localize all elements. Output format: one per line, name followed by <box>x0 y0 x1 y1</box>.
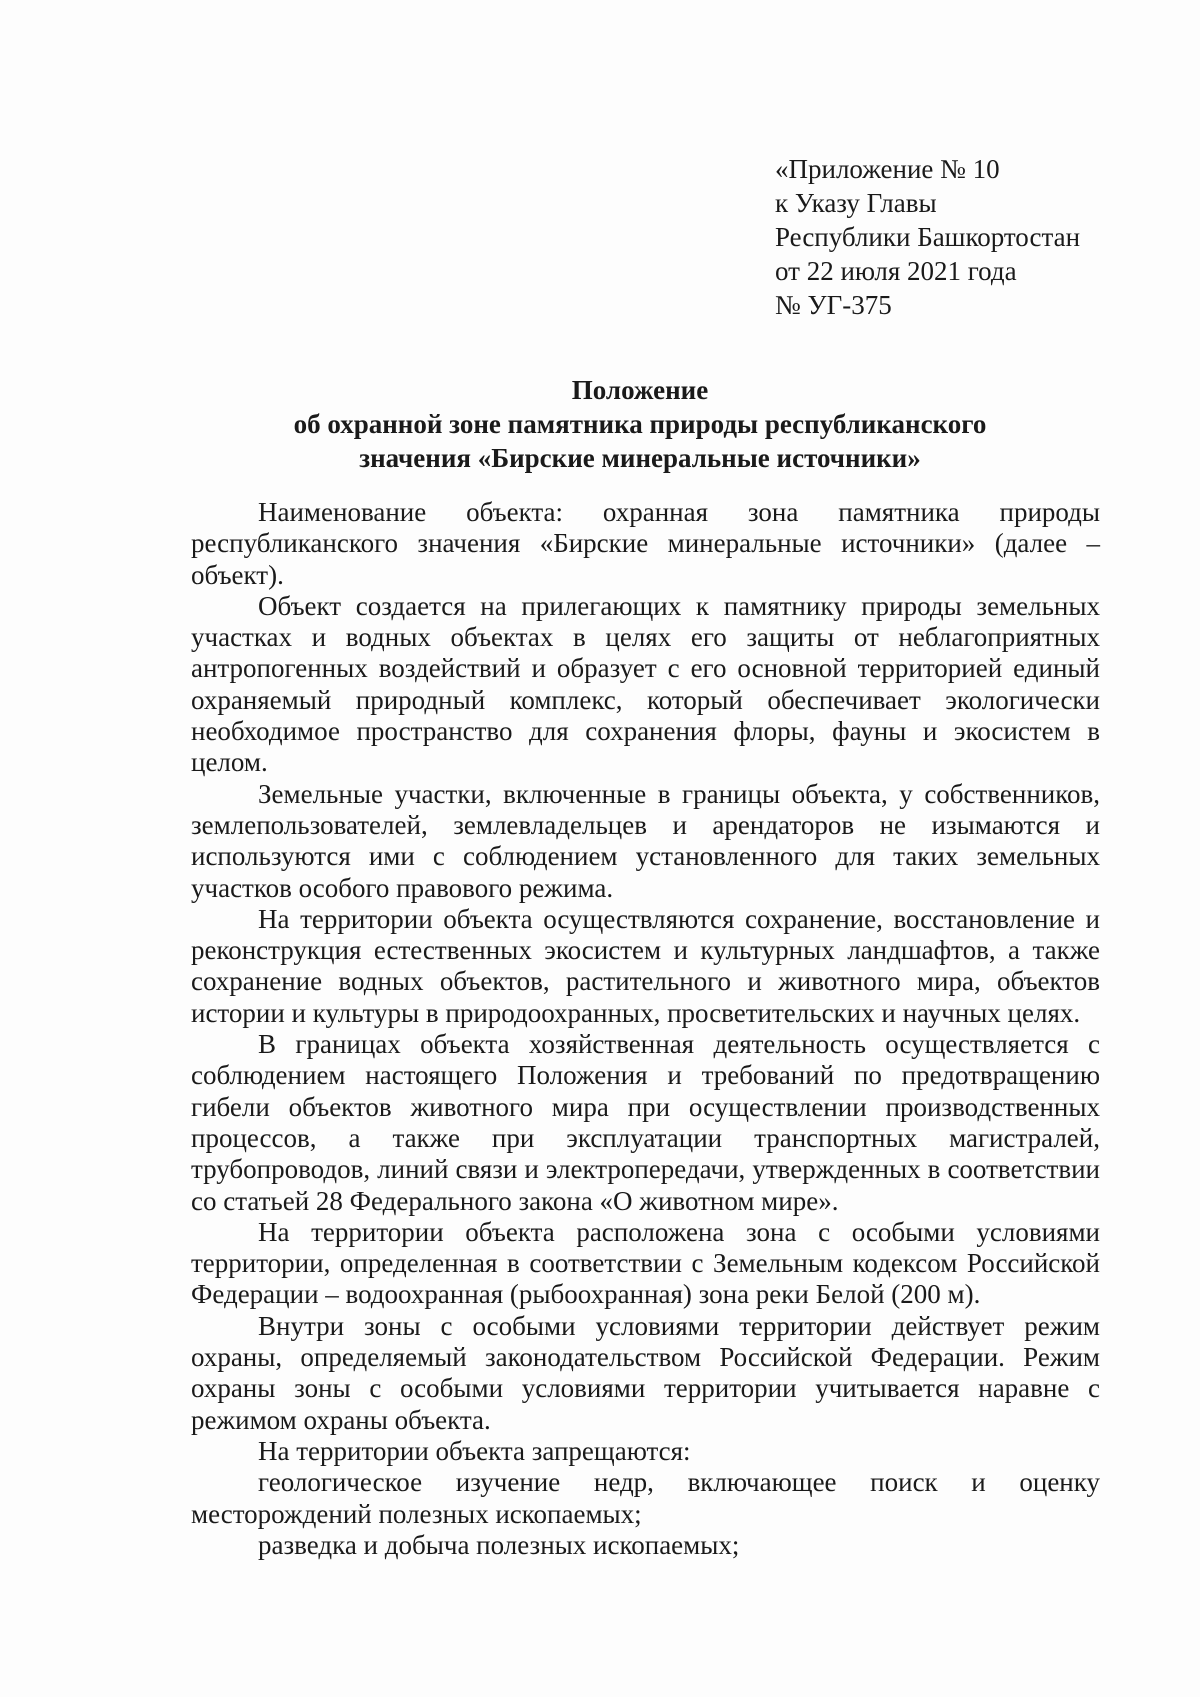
paragraph: На территории объекта расположена зона с особыми условиями территории, определенная в соответствии с Земельным кодексом Российской Федерации – водоохранная (рыбоохранная) зона реки Белой (200 м). <box>191 1216 1100 1310</box>
paragraph: На территории объекта запрещаются: <box>258 1435 691 1466</box>
paragraph: Наименование объекта: охранная зона памятника природы республиканского значения «Бирские минеральные источники» (далее – объект). <box>191 497 1100 590</box>
prohibition-item: разведка и добыча полезных ископаемых; <box>258 1529 740 1560</box>
document-title <box>180 373 1100 475</box>
appendix-header <box>775 152 1080 322</box>
paragraph: Земельные участки, включенные в границы объекта, у собственников, землепользователей, землевладельцев и арендаторов не изымаются и используются ими с соблюдением установленного для таких земельных участков особого правового режима. <box>191 778 1100 903</box>
title-line: Положение <box>571 375 709 405</box>
prohibition-item: геологическое изучение недр, включающее поиск и оценку месторождений полезных ископаемых; <box>191 1467 1100 1529</box>
paragraph: Внутри зоны с особыми условиями территории действует режим охраны, определяемый законодательством Российской Федерации. Режим охраны зоны с особыми условиями территории учитывается наравне с режимом охраны объекта. <box>191 1310 1100 1435</box>
document-body <box>191 497 1100 1561</box>
appendix-line: к Указу Главы <box>775 188 937 218</box>
appendix-line: № УГ-375 <box>775 290 892 320</box>
appendix-line: Республики Башкортостан <box>775 222 1081 252</box>
paragraph: Объект создается на прилегающих к памятнику природы земельных участках и водных объектах в целях его защиты от неблагоприятных антропогенных воздействий и образует с его основной территорией единый охраняемый природный комплекс, который обеспечивает экологически необходимое пространство для сохранения флоры, фауны и экосистем в целом. <box>191 590 1100 778</box>
title-line: об охранной зоне памятника природы республиканского <box>293 409 987 439</box>
appendix-line: от 22 июля 2021 года <box>775 256 1017 286</box>
title-line: значения «Бирские минеральные источники» <box>359 443 921 473</box>
appendix-line: «Приложение № 10 <box>775 154 1000 184</box>
paragraph: На территории объекта осуществляются сохранение, восстановление и реконструкция естественных экосистем и культурных ландшафтов, а также сохранение водных объектов, растительного и животного мира, объектов истории и культуры в природоохранных, просветительских и научных целях. <box>191 903 1100 1028</box>
paragraph: В границах объекта хозяйственная деятельность осуществляется с соблюдением настоящего Положения и требований по предотвращению гибели объектов животного мира при осуществлении производственных процессов, а также при эксплуатации транспортных магистралей, трубопроводов, линий связи и электропередачи, утвержденных в соответствии со статьей 28 Федерального закона «О животном мире». <box>191 1029 1100 1216</box>
